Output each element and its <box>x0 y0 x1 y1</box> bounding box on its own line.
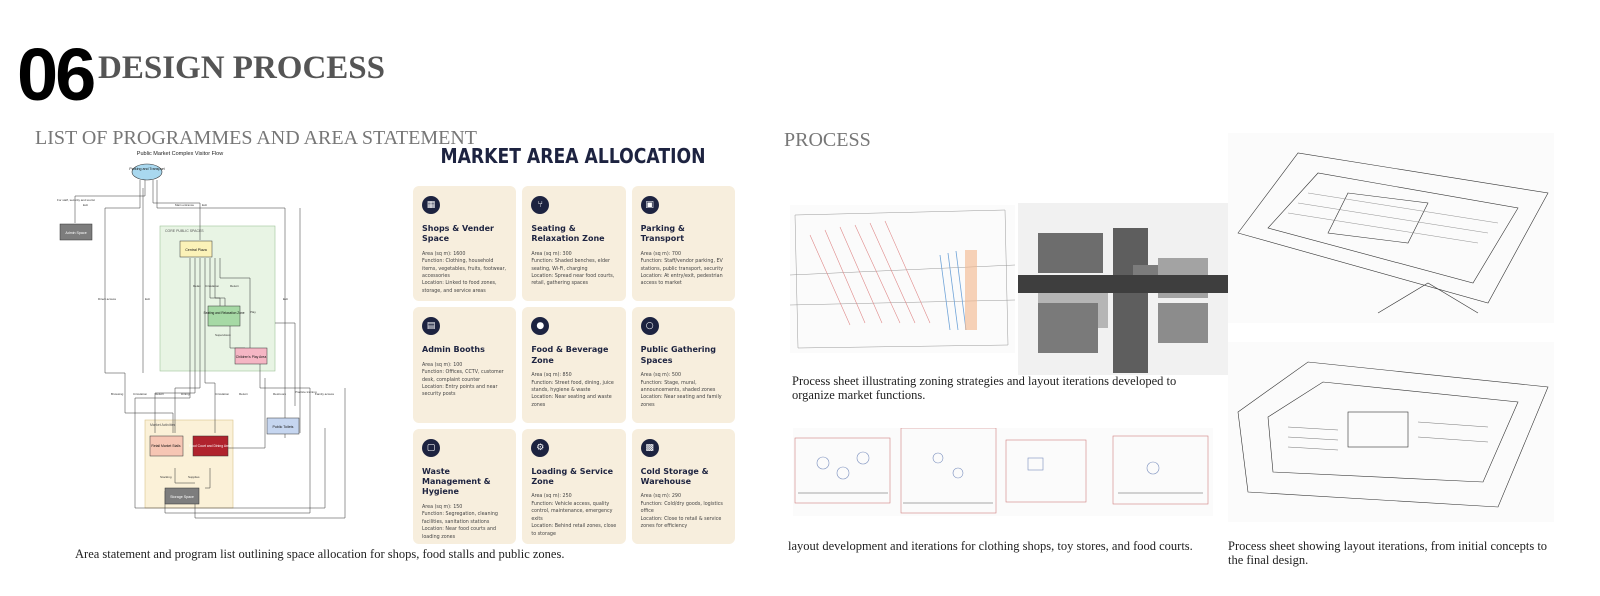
card-area: Area (sq m): 500 <box>640 373 682 379</box>
layout-sketches <box>793 428 1213 516</box>
edge-label-restroom: Restroom <box>273 392 287 396</box>
edge-label-main: Main entrance <box>175 203 195 207</box>
programmes-caption: Area statement and program list outlining space allocation for shops, food stalls and public zones. <box>75 547 565 561</box>
edge-label-practice: Practice training <box>295 390 317 394</box>
storage-node-label: Storage Space <box>170 495 194 499</box>
waste-icon: ▢ <box>422 439 440 457</box>
card-location: Location: Linked to food zones, storage, and service areas <box>422 281 497 294</box>
edge-label-exit-1: Exit <box>83 203 89 207</box>
allocation-card <box>522 307 625 422</box>
seating-node <box>208 306 240 326</box>
edge-label-return-1: Return <box>230 284 240 288</box>
layout-caption: layout development and iterations for clothing shops, toy stores, and food courts. <box>788 539 1193 553</box>
central-plaza-label: Central Plaza <box>185 248 207 252</box>
card-area: Area (sq m): 100 <box>422 362 463 368</box>
admin-node-label: Admin Space <box>65 231 87 235</box>
card-location: Location: Close to retail & service zones for efficiency <box>640 516 722 530</box>
programmes-section-title: LIST OF PROGRAMMES AND AREA STATEMENT <box>35 127 477 149</box>
food-icon: ● <box>531 317 549 335</box>
edge-label-circulation-1: Circulation <box>205 284 220 288</box>
children-play-label: Children's Play Area <box>235 355 267 359</box>
card-function: Function: Offices, CCTV, customer desk, complaint counter <box>422 370 504 383</box>
card-title: Loading & Service Zone <box>531 466 614 487</box>
edge-label-return-2: Return <box>155 392 165 396</box>
edge-label-circulation-2: Circulation <box>133 392 148 396</box>
allocation-card <box>413 307 516 422</box>
allocation-card <box>522 429 625 544</box>
edge-label-play: Play <box>250 310 256 314</box>
card-title: Public Gathering Spaces <box>640 345 716 365</box>
final-layout-sketch-2 <box>1228 342 1554 522</box>
visitor-flow-diagram <box>45 148 390 528</box>
card-title: Parking & Transport <box>640 224 685 244</box>
retail-stalls-label: Retail Market Stalls <box>151 444 181 448</box>
allocation-card <box>632 186 735 301</box>
store-icon: ▦ <box>422 196 440 214</box>
storage-icon: ▩ <box>641 439 659 457</box>
zoning-sketch-1 <box>790 205 1015 353</box>
card-function: Function: Shaded benches, elder seating, Wi-Fi, charging <box>531 259 610 272</box>
allocation-card <box>413 429 516 544</box>
card-location: Location: Spread near food courts, retail, gathering spaces <box>531 274 615 287</box>
edge-label-supervision: Supervision <box>215 333 231 337</box>
card-location: Location: Entry points and near security posts <box>422 384 498 398</box>
edge-label-exit-4: Exit <box>283 297 289 301</box>
card-title: Shops & Vender Space <box>422 224 494 244</box>
card-title: Cold Storage & Warehouse <box>640 466 709 487</box>
card-title: Seating & Relaxation Zone <box>531 224 605 244</box>
public-toilets-label: Public Toilets <box>272 425 294 429</box>
page-title: DESIGN PROCESS <box>98 50 385 86</box>
card-location: Location: Near seating and family zones <box>640 395 722 408</box>
allocation-card <box>522 186 625 301</box>
card-title: Waste Management & Hygiene <box>422 466 491 497</box>
card-function: Function: Stage, mural, announcements, shaded zones <box>640 380 716 393</box>
process-section-title: PROCESS <box>784 129 871 151</box>
card-area: Area (sq m): 290 <box>640 494 682 500</box>
edge-label-dining: Dining <box>181 392 190 396</box>
edge-label-circulation-3: Circulation <box>215 392 230 396</box>
food-court-label: Food Court and Dining Area <box>188 444 232 448</box>
admin-icon: ▤ <box>422 317 440 335</box>
edge-label-family: Family access <box>315 392 335 396</box>
zoning-sketch-2 <box>1018 203 1228 375</box>
card-area: Area (sq m): 1600 <box>422 251 466 257</box>
card-area: Area (sq m): 850 <box>531 373 572 379</box>
edge-label-return-3: Return <box>239 392 249 396</box>
final-design-caption: Process sheet showing layout iterations, from initial concepts to the final design. <box>1228 539 1548 568</box>
card-function: Function: Staff/vendor parking, EV stations, public transport, security <box>640 259 724 272</box>
card-title: Admin Booths <box>422 345 485 355</box>
card-function: Function: Clothing, household items, vegetables, fruits, footwear, accessories <box>422 259 507 280</box>
card-function: Function: Vehicle access, quality control, maintenance, emergency exits <box>531 501 613 522</box>
parking-node-label: Parking and Transport <box>129 167 165 171</box>
card-location: Location: At entry/exit, pedestrian access to market <box>640 274 723 287</box>
edge-label-browsing: Browsing <box>111 392 124 396</box>
card-location: Location: Near seating and waste zones <box>531 395 612 408</box>
card-function: Function: Cold/dry goods, logistics office <box>640 501 723 515</box>
public-group-label: CORE PUBLIC SPACES <box>165 229 204 233</box>
card-function: Function: Street food, dining, juice stands, hygiene & waste <box>531 380 614 393</box>
allocation-card <box>632 307 735 422</box>
gathering-icon: ○ <box>641 317 659 335</box>
edge-label-stocking: Stocking <box>160 475 172 479</box>
card-area: Area (sq m): 150 <box>422 504 463 510</box>
flowchart-title: Public Market Complex Visitor Flow <box>136 151 224 157</box>
final-layout-sketch-1 <box>1228 133 1554 323</box>
section-number: 06 <box>17 33 94 116</box>
zoning-caption: Process sheet illustrating zoning strategies and layout iterations developed to organize market functions. <box>792 374 1177 403</box>
seating-node-label: Seating and Relaxation Zone <box>203 311 245 315</box>
seating-icon: ⑂ <box>531 196 549 214</box>
parking-icon: ▣ <box>641 196 659 214</box>
edge-label-direct: Direct access <box>98 297 117 301</box>
market-group-label: Market Activities <box>150 423 176 427</box>
card-area: Area (sq m): 700 <box>640 251 682 257</box>
loading-icon: ⚙ <box>531 439 549 457</box>
card-area: Area (sq m): 250 <box>531 494 572 500</box>
edge-label-exit-3: Exit <box>145 297 151 301</box>
card-area: Area (sq m): 300 <box>531 251 572 257</box>
allocation-card <box>413 186 516 301</box>
card-title: Food & Beverage Zone <box>531 345 609 365</box>
allocation-cards <box>413 186 735 544</box>
card-function: Function: Segregation, cleaning facilities, sanitation stations <box>422 512 498 525</box>
allocation-card <box>632 429 735 544</box>
edge-label-supplies: Supplies <box>188 475 200 479</box>
edge-label-visit: For staff, security and tourist <box>57 198 95 202</box>
edge-label-relax: Relax <box>193 284 201 288</box>
edge-label-exit-2: Exit <box>202 203 208 207</box>
allocation-title: MARKET AREA ALLOCATION <box>440 144 706 168</box>
card-location: Location: Near food courts and loading zones <box>422 527 497 540</box>
card-location: Location: Behind retail zones, close to storage <box>531 524 617 537</box>
